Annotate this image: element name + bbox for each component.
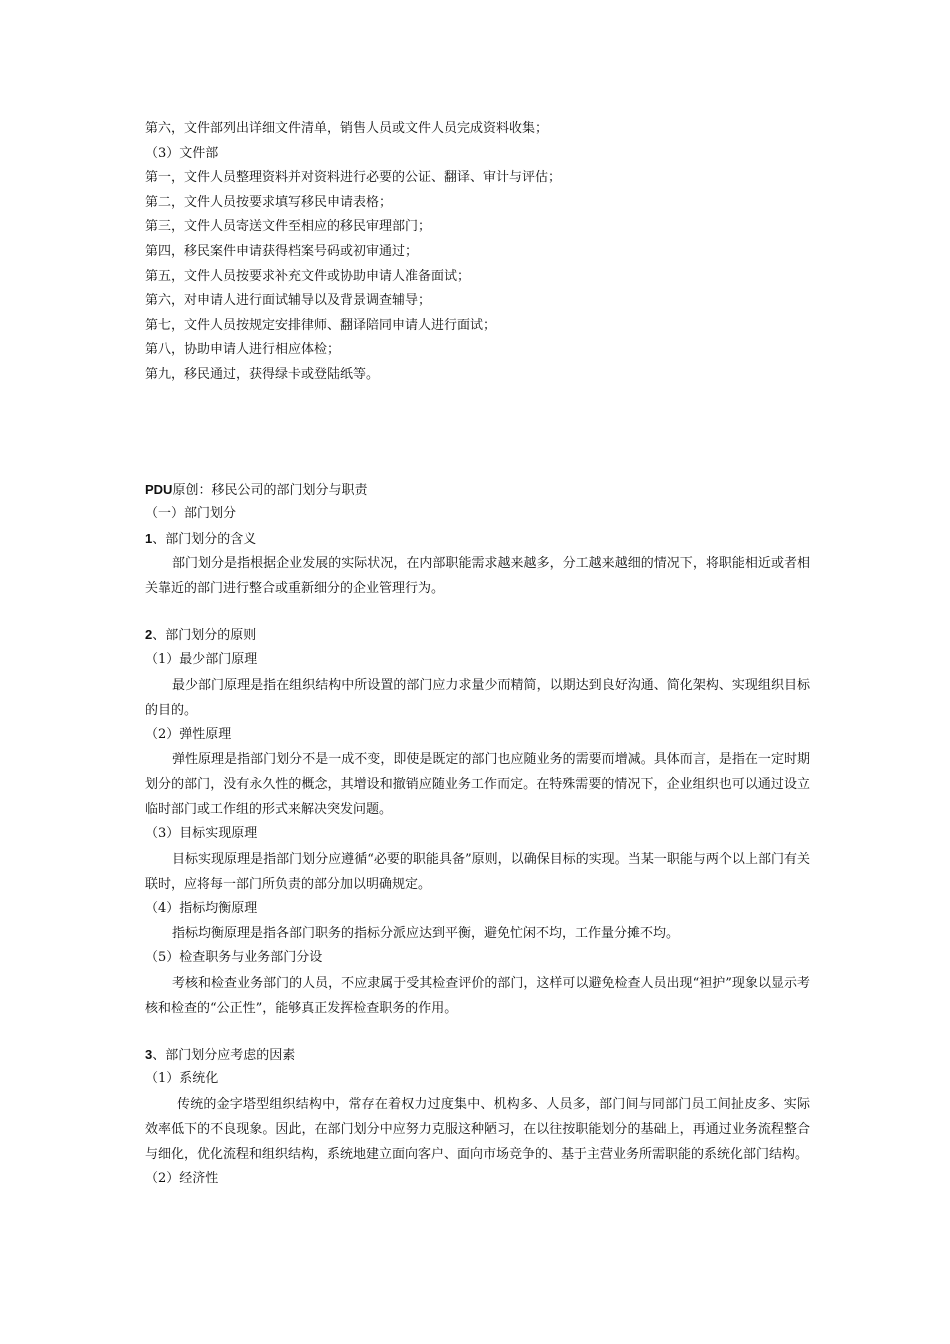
step-line: 第三，文件人员寄送文件至相应的移民审理部门； [145, 219, 432, 235]
step-line: 第一，文件人员整理资料并对资料进行必要的公证、翻译、审计与评估； [145, 170, 562, 186]
paragraph: 指标均衡原理是指各部门职务的指标分派应达到平衡，避免忙闲不均，工作量分摊不均。 [172, 926, 680, 942]
paragraph: 传统的金字塔型组织结构中，常存在着权力过度集中、机构多、人员多，部门间与同部门员工间扯皮多、实际效率低下的不良现象。因此，在部门划分中应努力克服这种陋习，在以往按职能划分的基础上，再通过业务流程整合与细化，优化流程和组织结构，系统地建立面向客户、面向市场竞争的、基于主营业务所需职能的系统化部门结构。 [145, 1097, 810, 1163]
factor-heading: （1）系统化 [145, 1071, 219, 1087]
title-prefix: PDU [145, 481, 173, 497]
section-document-dept-steps [145, 117, 810, 388]
step-line: 第四，移民案件申请获得档案号码或初审通过； [145, 243, 419, 259]
section-heading: 2、部门划分的原则 [145, 627, 257, 644]
principle-heading: （1）最少部门原理 [145, 651, 258, 667]
paragraph: 最少部门原理是指在组织结构中所设置的部门应力求量少而精简，以期达到良好沟通、简化架构、实现组织目标的目的。 [145, 677, 810, 718]
paragraph: 目标实现原理是指部门划分应遵循“必要的职能具备”原则，以确保目标的实现。当某一职能与两个以上部门有关联时，应将每一部门所负责的部分加以明确规定。 [145, 851, 810, 892]
factor-heading: （2）经济性 [145, 1171, 219, 1187]
article-title [145, 478, 810, 503]
step-line: 第八，协助申请人进行相应体检； [145, 342, 341, 358]
step-line: 第六，对申请人进行面试辅导以及背景调查辅导； [145, 293, 432, 309]
step-line: 第五，文件人员按要求补充文件或协助申请人准备面试； [145, 268, 471, 284]
section-heading: 1、部门划分的含义 [145, 530, 257, 547]
paragraph: 部门划分是指根据企业发展的实际状况，在内部职能需求越来越多，分工越来越细的情况下，将职能相近或者相关靠近的部门进行整合或重新细分的企业管理行为。 [145, 556, 810, 597]
principle-heading: （5）检查职务与业务部门分设 [145, 950, 323, 966]
step-line: 第九，移民通过，获得绿卡或登陆纸等。 [145, 366, 380, 382]
article [145, 478, 810, 1192]
part-heading: （一）部门划分 [145, 506, 237, 522]
paragraph: 弹性原理是指部门划分不是一成不变，即使是既定的部门也应随业务的需要而增减。具体而言，是指在一定时期划分的部门，没有永久性的概念，其增设和撤销应随业务工作而定。在特殊需要的情况下，企业组织也可以通过设立临时部门或工作组的形式来解决突发问题。 [145, 752, 810, 818]
document-page [145, 117, 810, 1192]
paragraph: 考核和检查业务部门的人员，不应隶属于受其检查评价的部门，这样可以避免检查人员出现“袒护”现象以显示考核和检查的“公正性”，能够真正发挥检查职务的作用。 [145, 975, 810, 1016]
subsection-heading: （3）文件部 [145, 145, 219, 161]
step-line: 第六，文件部列出详细文件清单，销售人员或文件人员完成资料收集； [145, 121, 549, 136]
principle-heading: （2）弹性原理 [145, 726, 232, 742]
principle-heading: （3）目标实现原理 [145, 826, 258, 842]
step-line: 第七，文件人员按规定安排律师、翻译陪同申请人进行面试； [145, 317, 497, 333]
step-line: 第二，文件人员按要求填写移民申请表格； [145, 194, 393, 210]
principle-heading: （4）指标均衡原理 [145, 900, 258, 916]
title-text: 原创：移民公司的部门划分与职责 [172, 482, 368, 498]
section-heading: 3、部门划分应考虑的因素 [145, 1046, 296, 1063]
